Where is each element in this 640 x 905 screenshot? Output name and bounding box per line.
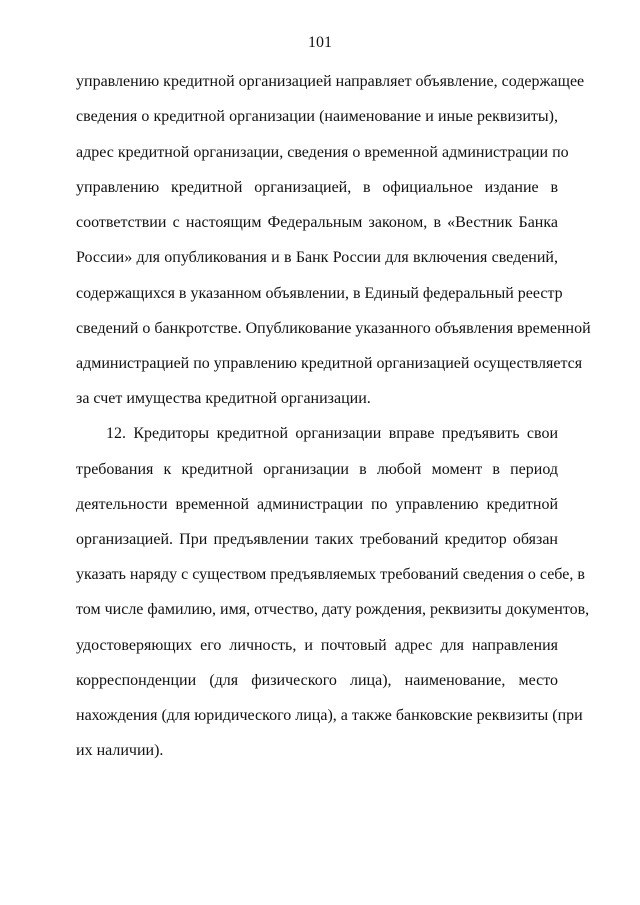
text-line: деятельности временной администрации по управлению кредитной bbox=[76, 496, 558, 513]
text-line: организацией. При предъявлении таких требований кредитор обязан bbox=[76, 531, 558, 548]
text-line: нахождения (для юридического лица), а также банковские реквизиты (при bbox=[76, 707, 583, 724]
text-line: указать наряду с существом предъявляемых требований сведения о себе, в bbox=[76, 566, 585, 583]
text-line: удостоверяющих его личность, и почтовый адрес для направления bbox=[76, 637, 558, 654]
text-line: управлению кредитной организацией, в официальное издание в bbox=[76, 179, 558, 196]
text-line: России» для опубликования и в Банк России для включения сведений, bbox=[76, 249, 558, 266]
text-line: том числе фамилию, имя, отчество, дату рождения, реквизиты документов, bbox=[76, 601, 590, 618]
text-line: 12. Кредиторы кредитной организации вправе предъявить свои bbox=[106, 425, 558, 442]
text-line: адрес кредитной организации, сведения о временной администрации по bbox=[76, 144, 569, 161]
text-line: требования к кредитной организации в любой момент в период bbox=[76, 461, 558, 478]
text-line: сведения о кредитной организации (наименование и иные реквизиты), bbox=[76, 108, 558, 125]
text-line: за счет имущества кредитной организации. bbox=[76, 390, 371, 407]
text-line: управлению кредитной организацией направляет объявление, содержащее bbox=[76, 73, 585, 90]
text-line: администрацией по управлению кредитной организацией осуществляется bbox=[76, 355, 583, 372]
text-line: сведений о банкротстве. Опубликование указанного объявления временной bbox=[76, 320, 591, 337]
page-number: 101 bbox=[308, 34, 332, 51]
text-line: содержащихся в указанном объявлении, в Единый федеральный реестр bbox=[76, 285, 563, 302]
text-line: их наличии). bbox=[76, 742, 164, 759]
text-line: соответствии с настоящим Федеральным законом, в «Вестник Банка bbox=[76, 214, 558, 231]
text-line: корреспонденции (для физического лица), наименование, место bbox=[76, 672, 558, 689]
